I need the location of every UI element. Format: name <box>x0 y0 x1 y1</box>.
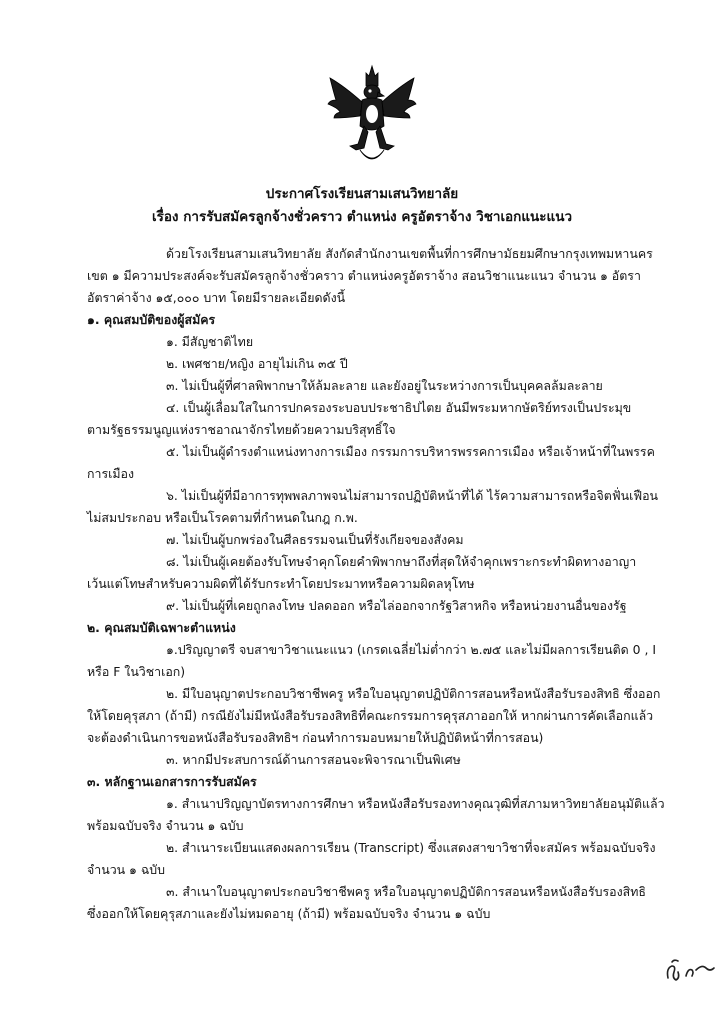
list-item: ๖. ไม่เป็นผู้ที่มีอาการทุพพลภาพจนไม่สามารถปฏิบัติหน้าที่ได้ ไร้ความสามารถหรือจิตฟั่นเฟือน <box>166 488 659 503</box>
list-item-continuation: ไม่สมประกอบ หรือเป็นโรคตามที่กำหนดในกฎ ก.พ. <box>87 510 358 525</box>
list-item: ๘. ไม่เป็นผู้เคยต้องรับโทษจำคุกโดยคำพิพากษาถึงที่สุดให้จำคุกเพราะกระทำผิดทางอาญา <box>166 554 637 569</box>
list-item: ๙. ไม่เป็นผู้ที่เคยถูกลงโทษ ปลดออก หรือไล่ออกจากรัฐวิสาหกิจ หรือหน่วยงานอื่นของรัฐ <box>166 598 627 613</box>
list-item-continuation: หรือ F ในวิชาเอก) <box>87 664 186 679</box>
list-item-continuation: พร้อมฉบับจริง จำนวน ๑ ฉบับ <box>87 818 244 833</box>
intro-line: เขต ๑ มีความประสงค์จะรับสมัครลูกจ้างชั่วคราว ตำแหน่งครูอัตราจ้าง สอนวิชาแนะแนว จำนวน ๑ อัตรา <box>87 268 641 283</box>
list-item: ๑. มีสัญชาติไทย <box>166 334 254 349</box>
list-item-continuation: ให้โดยคุรุสภา (ถ้ามี) กรณียังไม่มีหนังสือรับรองสิทธิที่คณะกรรมการคุรุสภาออกให้ หากผ่านการคัดเลือกแล้ว <box>87 708 654 723</box>
list-item: ๓. สำเนาใบอนุญาตประกอบวิชาชีพครู หรือใบอนุญาตปฏิบัติการสอนหรือหนังสือรับรองสิทธิ <box>166 884 646 899</box>
intro-line: ด้วยโรงเรียนสามเสนวิทยาลัย สังกัดสำนักงานเขตพื้นที่การศึกษามัธยมศึกษากรุงเทพมหานคร <box>166 246 653 261</box>
list-item: ๑.ปริญญาตรี จบสาขาวิชาแนะแนว (เกรดเฉลี่ยไม่ต่ำกว่า ๒.๗๕ และไม่มีผลการเรียนติด 0 , I <box>166 642 656 657</box>
announcement-subject: เรื่อง การรับสมัครลูกจ้างชั่วคราว ตำแหน่ง ครูอัตราจ้าง วิชาเอกแนะแนว <box>151 209 573 225</box>
intro-line: อัตราค่าจ้าง ๑๕,๐๐๐ บาท โดยมีรายละเอียดดังนี้ <box>87 290 346 305</box>
list-item: ๒. มีใบอนุญาตประกอบวิชาชีพครู หรือใบอนุญาตปฏิบัติการสอนหรือหนังสือรับรองสิทธิ ซึ่งออก <box>166 686 661 701</box>
handwritten-initials-icon <box>662 956 716 986</box>
list-item: ๗. ไม่เป็นผู้บกพร่องในศีลธรรมจนเป็นที่รังเกียจของสังคม <box>166 532 464 547</box>
section-heading: ๑. คุณสมบัติของผู้สมัคร <box>87 312 216 327</box>
list-item-continuation: การเมือง <box>87 466 135 481</box>
section-heading: ๓. หลักฐานเอกสารการรับสมัคร <box>87 774 257 789</box>
list-item: ๕. ไม่เป็นผู้ดำรงตำแหน่งทางการเมือง กรรมการบริหารพรรคการเมือง หรือเจ้าหน้าที่ในพรรค <box>166 444 655 459</box>
list-item-continuation: จะต้องดำเนินการขอหนังสือรับรองสิทธิฯ ก่อนทำการมอบหมายให้ปฏิบัติหน้าที่การสอน) <box>87 730 544 745</box>
list-item: ๒. เพศชาย/หญิง อายุไม่เกิน ๓๕ ปี <box>166 356 348 371</box>
list-item: ๓. หากมีประสบการณ์ด้านการสอนจะพิจารณาเป็นพิเศษ <box>166 752 461 767</box>
list-item: ๑. สำเนาปริญญาบัตรทางการศึกษา หรือหนังสือรับรองทางคุณวุฒิที่สภามหาวิทยาลัยอนุมัติแล้ว <box>166 796 665 811</box>
list-item-continuation: จำนวน ๑ ฉบับ <box>87 862 166 877</box>
list-item: ๔. เป็นผู้เลื่อมใสในการปกครองระบอบประชาธิปไตย อันมีพระมหากษัตริย์ทรงเป็นประมุข <box>166 400 632 415</box>
garuda-emblem-icon <box>326 64 418 168</box>
section-heading: ๒. คุณสมบัติเฉพาะตำแหน่ง <box>87 620 236 635</box>
announcement-title: ประกาศโรงเรียนสามเสนวิทยาลัย <box>265 186 459 202</box>
list-item: ๒. สำเนาระเบียนแสดงผลการเรียน (Transcript) ซึ่งแสดงสาขาวิชาที่จะสมัคร พร้อมฉบับจริง <box>166 840 656 855</box>
list-item-continuation: ตามรัฐธรรมนูญแห่งราชอาณาจักรไทยด้วยความบริสุทธิ์ใจ <box>87 422 396 437</box>
list-item-continuation: ซึ่งออกให้โดยคุรุสภาและยังไม่หมดอายุ (ถ้ามี) พร้อมฉบับจริง จำนวน ๑ ฉบับ <box>87 906 491 921</box>
list-item-continuation: เว้นแต่โทษสำหรับความผิดที่ได้รับกระทำโดยประมาทหรือความผิดลหุโทษ <box>87 576 475 591</box>
list-item: ๓. ไม่เป็นผู้ที่ศาลพิพากษาให้ล้มละลาย และยังอยู่ในระหว่างการเป็นบุคคลล้มละลาย <box>166 378 603 393</box>
